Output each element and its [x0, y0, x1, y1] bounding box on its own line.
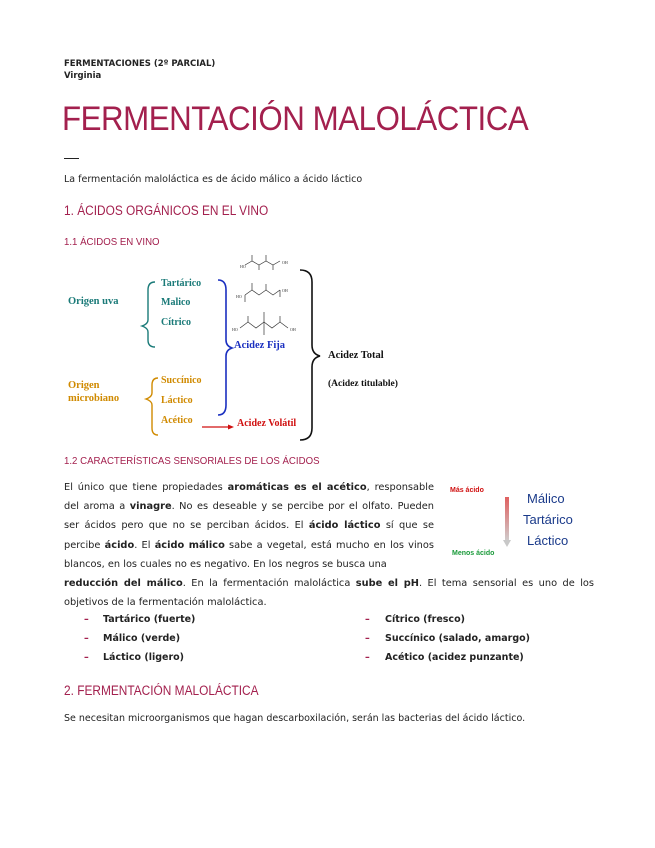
list-item: Cítrico (fresco) [385, 614, 465, 625]
microbial-brace [146, 378, 158, 435]
svg-text:HO: HO [240, 264, 246, 269]
list-bullet: – [84, 652, 89, 663]
intro-text: La fermentación maloláctica es de ácido málico a ácido láctico [64, 174, 363, 185]
origin-microbial-label-1: Origen [68, 380, 100, 391]
fixed-acidity-label: Acidez Fija [234, 340, 286, 351]
tartaric-structure-icon [245, 255, 280, 270]
scale-bottom-label: Menos ácido [452, 550, 495, 557]
list-bullet: – [84, 614, 89, 625]
list-bullet: – [365, 614, 370, 625]
lactic-label: Láctico [161, 395, 193, 406]
citric-label: Cítrico [161, 317, 191, 328]
list-item: Málico (verde) [103, 633, 181, 644]
list-bullet: – [365, 652, 370, 663]
list-item: Láctico (ligero) [103, 652, 185, 663]
svg-text:OH: OH [282, 260, 288, 265]
acetic-label: Acético [161, 415, 193, 426]
tartaric-label: Tartárico [161, 278, 202, 289]
scale-top-label: Más ácido [450, 487, 484, 494]
sensory-paragraph: El único que tiene propiedades aromáticas es el acético, responsable del aroma a vinagre. No es deseable y se percibe por el olfato. Pueden ser ácidos pero que no se perciban ácidos. El ácido láctico sí que se percibe ácido. El ácido málico sabe a vegetal, está mucho en los vinos blancos, en los cuales no es negativo. En los negros se busca una [64, 482, 435, 570]
svg-text:HO: HO [236, 294, 242, 299]
scale-acid-tartaric: Tartárico [523, 512, 573, 527]
svg-text:HO: HO [232, 327, 238, 332]
list-item: Acético (acidez punzante) [385, 652, 524, 663]
total-acidity-label: Acidez Total [328, 350, 384, 361]
author-name: Virginia [64, 71, 102, 81]
scale-acid-malic: Málico [527, 491, 565, 506]
list-item: Tartárico (fuerte) [103, 614, 196, 625]
succinic-label: Succínico [161, 375, 202, 386]
list-bullet: – [84, 633, 89, 644]
svg-text:OH: OH [290, 327, 296, 332]
origin-microbial-label-2: microbiano [68, 393, 120, 404]
citric-structure-icon [240, 312, 288, 335]
svg-text:OH: OH [282, 288, 288, 293]
sensory-paragraph-end: reducción del málico. En la fermentación maloláctica sube el pH. El tema sensorial es uno de los objetivos de la fermentación maloláctica. [64, 578, 595, 609]
scale-arrowhead-icon [503, 540, 511, 547]
titratable-acidity-label: (Acidez titulable) [328, 379, 398, 389]
fixed-acidity-brace [218, 280, 232, 415]
section-1-heading: 1. ÁCIDOS ORGÁNICOS EN EL VINO [64, 203, 269, 218]
list-bullet: – [365, 633, 370, 644]
origin-grape-label: Origen uva [68, 296, 119, 307]
section-2-text: Se necesitan microorganismos que hagan descarboxilación, serán las bacterias del ácido láctico. [64, 713, 526, 724]
malic-structure-icon [245, 283, 280, 302]
uva-brace [142, 282, 155, 347]
section-2-heading: 2. FERMENTACIÓN MALOLÁCTICA [64, 683, 259, 698]
malic-label: Malico [161, 297, 191, 308]
list-item: Succínico (salado, amargo) [385, 633, 531, 644]
volatile-acidity-label: Acidez Volátil [237, 418, 297, 429]
scale-acid-lactic: Láctico [527, 533, 569, 548]
page-title: FERMENTACIÓN MALOLÁCTICA [62, 100, 529, 138]
acidity-scale-arrow [505, 497, 509, 542]
course-header: FERMENTACIONES (2º PARCIAL) [64, 59, 216, 69]
subsection-1-2-heading: 1.2 CARACTERÍSTICAS SENSORIALES DE LOS ÁCIDOS [64, 455, 320, 467]
subsection-1-1-heading: 1.1 ÁCIDOS EN VINO [64, 236, 160, 248]
title-rule [64, 158, 79, 159]
total-acidity-brace [300, 270, 320, 440]
